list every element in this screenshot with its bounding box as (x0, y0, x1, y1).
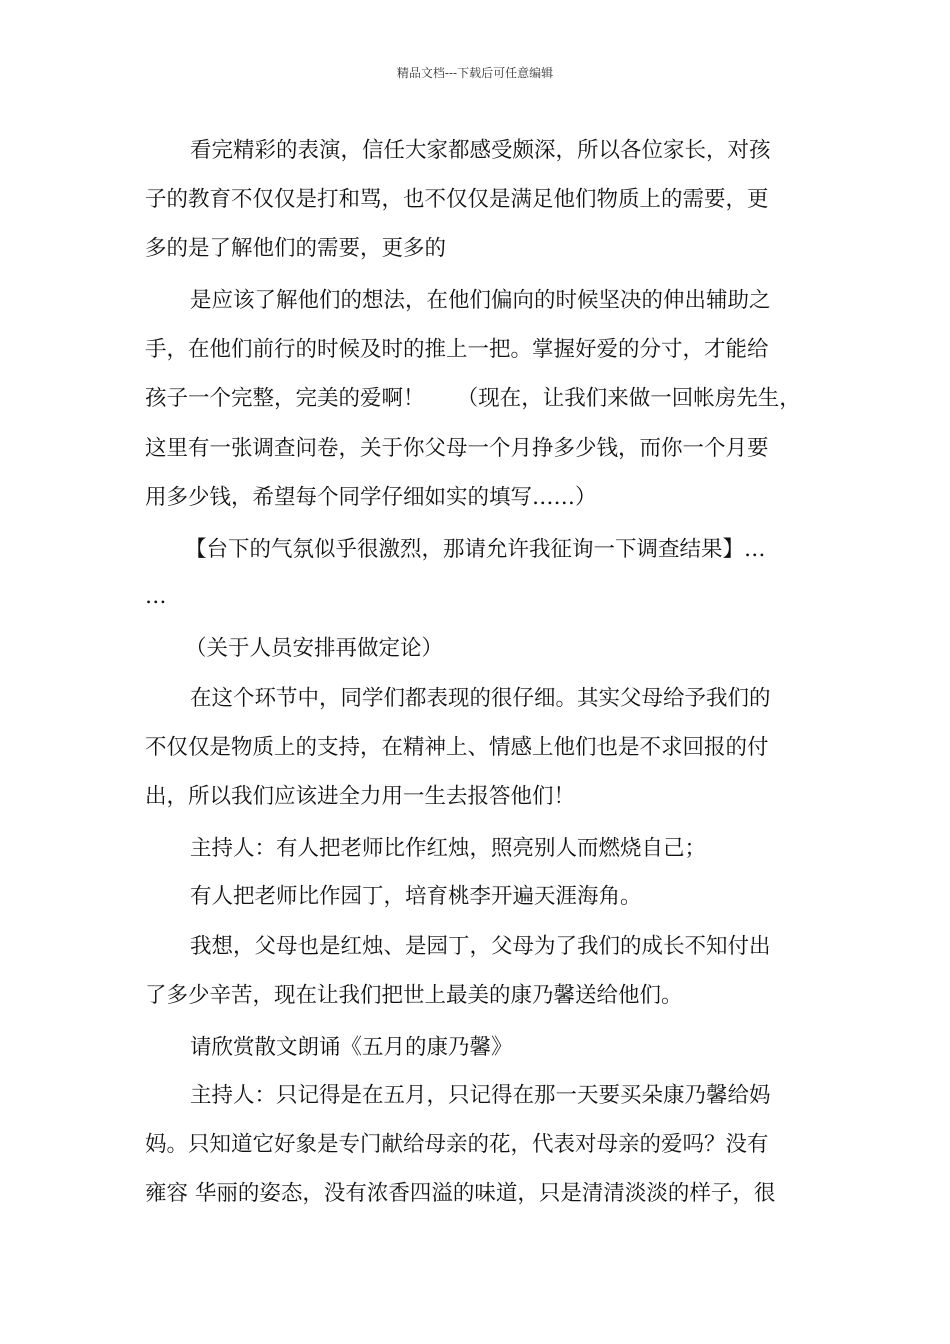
body-line: 多的是了解他们的需要，更多的 (145, 236, 447, 261)
body-line: （关于人员安排再做定论） (185, 636, 444, 661)
body-line: 了多少辛苦，现在让我们把世上最美的康乃馨送给他们。 (145, 983, 683, 1008)
body-line: 请欣赏散文朗诵《五月的康乃馨》 (190, 1035, 513, 1060)
body-line: 我想，父母也是红烛、是园丁，父母为了我们的成长不知付出 (190, 934, 771, 959)
body-line: 不仅仅是物质上的支持，在精神上、情感上他们也是不求回报的付 (145, 735, 769, 760)
body-line: 有人把老师比作园丁，培育桃李开遍天涯海角。 (190, 884, 642, 909)
body-line: 主持人：只记得是在五月，只记得在那一天要买朵康乃馨给妈 (190, 1083, 771, 1108)
body-line: 是应该了解他们的想法，在他们偏向的时候坚决的伸出辅助之 (190, 288, 771, 313)
body-line: 出，所以我们应该进全力用一生去报答他们！ (145, 784, 576, 809)
body-line: 子的教育不仅仅是打和骂，也不仅仅是满足他们物质上的需要，更 (145, 187, 769, 212)
body-line: 手，在他们前行的时候及时的推上一把。掌握好爱的分寸，才能给 (145, 337, 769, 362)
body-line: 这里有一张调查问卷，关于你父母一个月挣多少钱，而你一个月要 (145, 436, 769, 461)
body-line: 【台下的气氛似乎很激烈，那请允许我征询一下调查结果】… (185, 537, 766, 562)
body-line: 妈。只知道它好象是专门献给母亲的花，代表对母亲的爱吗？没有 (145, 1132, 769, 1157)
body-line: 主持人：有人把老师比作红烛，照亮别人而燃烧自己； (190, 836, 707, 861)
body-line: 孩子一个完整，完美的爱啊！ （现在，让我们来做一回帐房先生， (145, 386, 801, 411)
body-line: 在这个环节中，同学们都表现的很仔细。其实父母给予我们的 (190, 686, 771, 711)
body-line: … (145, 584, 167, 609)
body-line: 雍容 华丽的姿态，没有浓香四溢的味道，只是清清淡淡的样子，很 (145, 1181, 776, 1206)
body-line: 用多少钱，希望每个同学仔细如实的填写……） (145, 485, 597, 510)
page-header: 精品文档---下载后可任意编辑 (396, 66, 554, 80)
body-line: 看完精彩的表演，信任大家都感受颇深，所以各位家长，对孩 (190, 138, 771, 163)
